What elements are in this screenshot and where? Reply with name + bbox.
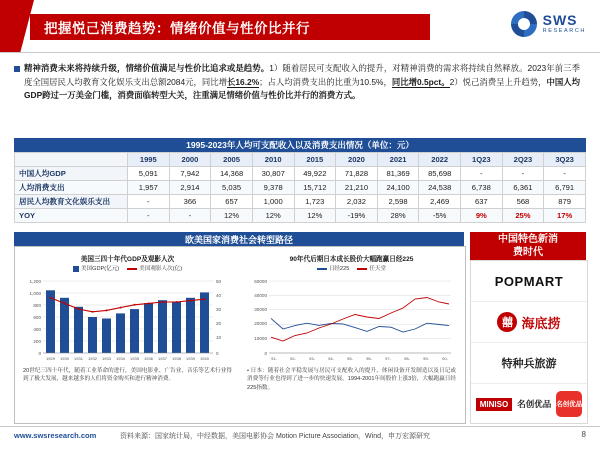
c-3-9: 25% [502,209,544,223]
haidilao-label: 海底捞 [521,315,561,331]
svg-text:95-: 95- [347,356,353,361]
c-0-5: 71,828 [336,167,378,181]
row-label-3: YOY [15,209,128,223]
para-seg-1: 精神消费未来将持续升级，情绪价值满足与性价比追求或是趋势。 [24,63,270,73]
c-2-3: 1,000 [252,195,294,209]
c-3-1: - [169,209,211,223]
c-1-5: 21,210 [336,181,378,195]
table-header-row [15,153,586,167]
brand-item-haidilao [471,302,587,343]
svg-text:93-: 93- [309,356,315,361]
chart-nikkei-nintendo [241,251,462,419]
c-1-3: 9,378 [252,181,294,195]
para-seg-5: 同比增0.5pct。 [391,76,450,87]
legend-swatch-nikkei-icon [317,268,327,270]
th-9: 1Q23 [461,153,503,167]
brand-title-line1: 中国特色新消 [498,234,558,245]
svg-text:0: 0 [264,351,267,356]
c-2-0: - [128,195,170,209]
svg-text:50: 50 [216,279,222,284]
c-3-0: - [128,209,170,223]
brand-title-line2: 费时代 [513,247,543,258]
table-row [15,209,586,223]
svg-text:800: 800 [33,303,41,308]
c-0-0: 5,091 [128,167,170,181]
svg-text:40000: 40000 [254,293,267,298]
c-1-9: 6,361 [502,181,544,195]
c-2-7: 2,469 [419,195,461,209]
para-seg-7: 中国人均GDP跨过一万美金门槛，消费面临转型大关，注重满足情绪价值与性价比并行的消费方式。 [24,76,580,101]
c-0-1: 7,942 [169,167,211,181]
table-row [15,195,586,209]
body-paragraph [24,62,580,103]
para-seg-2: 1）随着居民可支配收入的提升，对精神消费的需求将持续自然释放。2023年前三季度全国居民人均教育文化娱乐支出总额2084元，同比增 [24,63,581,87]
paragraph-bullet-icon [14,66,20,72]
right-chart-plot [241,273,462,365]
right-chart-legend [241,264,462,272]
c-1-7: 24,538 [419,181,461,195]
svg-text:96-: 96- [366,356,372,361]
right-chart-caption: • 日本：随着社会平稳发展与居民可支配收入的提升，体闲设备开发制造以及日记或消费等行业也得到了进一步的快速发展，1994-2001年间股价上涨3倍，大幅跑赢日经225指数。 [247,368,456,391]
middle-section-box [14,246,466,424]
c-2-1: 366 [169,195,211,209]
th-2: 2000 [169,153,211,167]
legend-label-movies: 美国观影人次(亿) [139,266,183,272]
th-6: 2020 [336,153,378,167]
c-3-4: 12% [294,209,336,223]
logo-name: SWS [542,11,578,28]
brand-item-popmart [471,261,587,302]
svg-text:50000: 50000 [254,279,267,284]
c-2-4: 1,723 [294,195,336,209]
svg-text:94-: 94- [328,356,334,361]
c-3-8: 9% [461,209,503,223]
th-7: 2021 [377,153,419,167]
data-table-block [14,138,586,223]
svg-text:600: 600 [33,315,41,320]
slide-header [0,0,600,52]
table-row [15,181,586,195]
footer-source: 资料来源：国家统计局，中经数据，美国电影协会 Motion Picture Association，Wind，申万宏源研究 [120,433,430,440]
c-2-9: 568 [502,195,544,209]
left-chart-caption: 20世纪三四十年代，随着工业革命的进行，美国电影业、广告业、音乐等艺术行业得到了极大发展，越来越多的人们将资金购买和进行精神消费。 [23,368,232,383]
haidilao-mark-icon: 囍 [497,312,517,332]
svg-text:98-: 98- [404,356,410,361]
tzbb-label: 特种兵旅游 [501,358,557,370]
c-3-7: -5% [419,209,461,223]
svg-text:1929: 1929 [46,356,55,361]
svg-text:1939: 1939 [186,356,195,361]
svg-text:1934: 1934 [116,356,125,361]
svg-text:1931: 1931 [74,356,83,361]
c-0-6: 81,369 [377,167,419,181]
legend-label-nikkei: 日经225 [328,266,350,272]
mingchuang-icon: 名创优品 [556,391,582,417]
c-2-6: 2,598 [377,195,419,209]
th-8: 2022 [419,153,461,167]
svg-text:0: 0 [38,351,41,356]
c-3-2: 12% [211,209,253,223]
svg-text:10000: 10000 [254,336,267,341]
svg-text:1937: 1937 [158,356,167,361]
svg-text:1936: 1936 [144,356,153,361]
c-1-2: 5,035 [211,181,253,195]
legend-swatch-nintendo-icon [357,268,367,270]
svg-text:0: 0 [216,351,219,356]
chart-us-gdp-moviegoers [17,251,238,419]
c-2-2: 657 [211,195,253,209]
c-0-8: - [461,167,503,181]
svg-text:97-: 97- [385,356,391,361]
th-4: 2010 [252,153,294,167]
svg-text:1932: 1932 [88,356,97,361]
c-0-2: 14,368 [211,167,253,181]
c-0-4: 49,922 [294,167,336,181]
c-3-10: 17% [544,209,586,223]
brand-logo-list [470,260,588,424]
right-chart-title: 90年代后期日本成长股价大幅跑赢日经225 [289,256,414,263]
row-label-2: 居民人均教育文化娱乐支出 [15,195,128,209]
brand-column-title [470,232,586,260]
sws-logo-icon [511,11,537,37]
th-0 [15,153,128,167]
svg-text:1940: 1940 [200,356,209,361]
left-chart-plot [17,273,238,365]
table-row [15,167,586,181]
footer-page-number: 8 [581,430,586,439]
header-divider [0,52,600,53]
legend-item-nikkei [317,264,350,272]
svg-text:92-: 92- [290,356,296,361]
svg-text:00-: 00- [442,356,448,361]
legend-label-nintendo: 任天堂 [369,266,387,272]
th-5: 2015 [294,153,336,167]
svg-text:10: 10 [216,335,222,340]
legend-item-nintendo [357,264,386,272]
brand-logo [511,11,586,37]
svg-text:1935: 1935 [130,356,139,361]
c-1-0: 1,957 [128,181,170,195]
c-1-10: 6,791 [544,181,586,195]
legend-swatch-line-icon [127,268,137,270]
logo-subtitle: RESEARCH [542,27,586,34]
c-2-10: 879 [544,195,586,209]
c-1-6: 24,100 [377,181,419,195]
c-1-4: 15,712 [294,181,336,195]
svg-text:1,000: 1,000 [29,291,41,296]
c-0-10: - [544,167,586,181]
para-seg-6: 2）悦己消费呈上升趋势， [449,76,547,87]
c-3-6: 28% [377,209,419,223]
income-consumption-table [14,152,586,223]
svg-text:1933: 1933 [102,356,111,361]
c-3-5: -19% [336,209,378,223]
svg-text:99-: 99- [423,356,429,361]
left-chart-legend [17,264,238,272]
miniso-logo [476,391,582,417]
c-1-8: 6,738 [461,181,503,195]
th-3: 2005 [211,153,253,167]
svg-text:200: 200 [33,339,41,344]
svg-text:400: 400 [33,327,41,332]
legend-swatch-bar-icon [73,266,79,272]
popmart-logo: POPMART [494,273,564,289]
c-0-3: 30,807 [252,167,294,181]
svg-text:40: 40 [216,293,222,298]
logo-text [542,11,586,35]
th-1: 1995 [128,153,170,167]
para-seg-3: 长16.2% [227,76,260,87]
miniso-mark: MINISO [476,398,512,411]
page-title-bar [30,14,430,40]
svg-text:20: 20 [216,321,222,326]
legend-item-gdp [73,264,119,272]
brand-item-miniso [471,384,587,424]
c-2-8: 637 [461,195,503,209]
row-label-1: 人均消费支出 [15,181,128,195]
svg-text:30000: 30000 [254,307,267,312]
brand-item-tzbb [471,343,587,384]
legend-item-movies [127,264,182,272]
page-title: 把握悦己消费趋势：情绪价值与性价比并行 [44,21,310,36]
miniso-sub: 名创优品 [517,399,552,409]
footer-url[interactable]: www.swsresearch.com [14,431,97,440]
row-label-0: 中国人均GDP [15,167,128,181]
legend-label-gdp: 美国GDP(亿元) [80,266,120,272]
svg-text:20000: 20000 [254,321,267,326]
svg-text:1938: 1938 [172,356,181,361]
th-11: 3Q23 [544,153,586,167]
left-chart-title: 美国三四十年代GDP及观影人次 [80,256,175,263]
c-1-1: 2,914 [169,181,211,195]
middle-section-title: 欧美国家消费社会转型路径 [14,232,464,246]
svg-text:1930: 1930 [60,356,69,361]
svg-text:91-: 91- [271,356,277,361]
para-seg-4: ；占人均消费支出的比重为10.5%， [259,76,392,87]
c-2-5: 2,032 [336,195,378,209]
table-title: 1995-2023年人均可支配收入以及消费支出情况（单位：元） [14,138,586,152]
c-0-9: - [502,167,544,181]
haidilao-logo [497,312,560,332]
header-accent-shape [0,0,34,52]
th-10: 2Q23 [502,153,544,167]
svg-text:30: 30 [216,307,222,312]
c-0-7: 85,698 [419,167,461,181]
c-3-3: 12% [252,209,294,223]
svg-text:1,200: 1,200 [29,279,41,284]
